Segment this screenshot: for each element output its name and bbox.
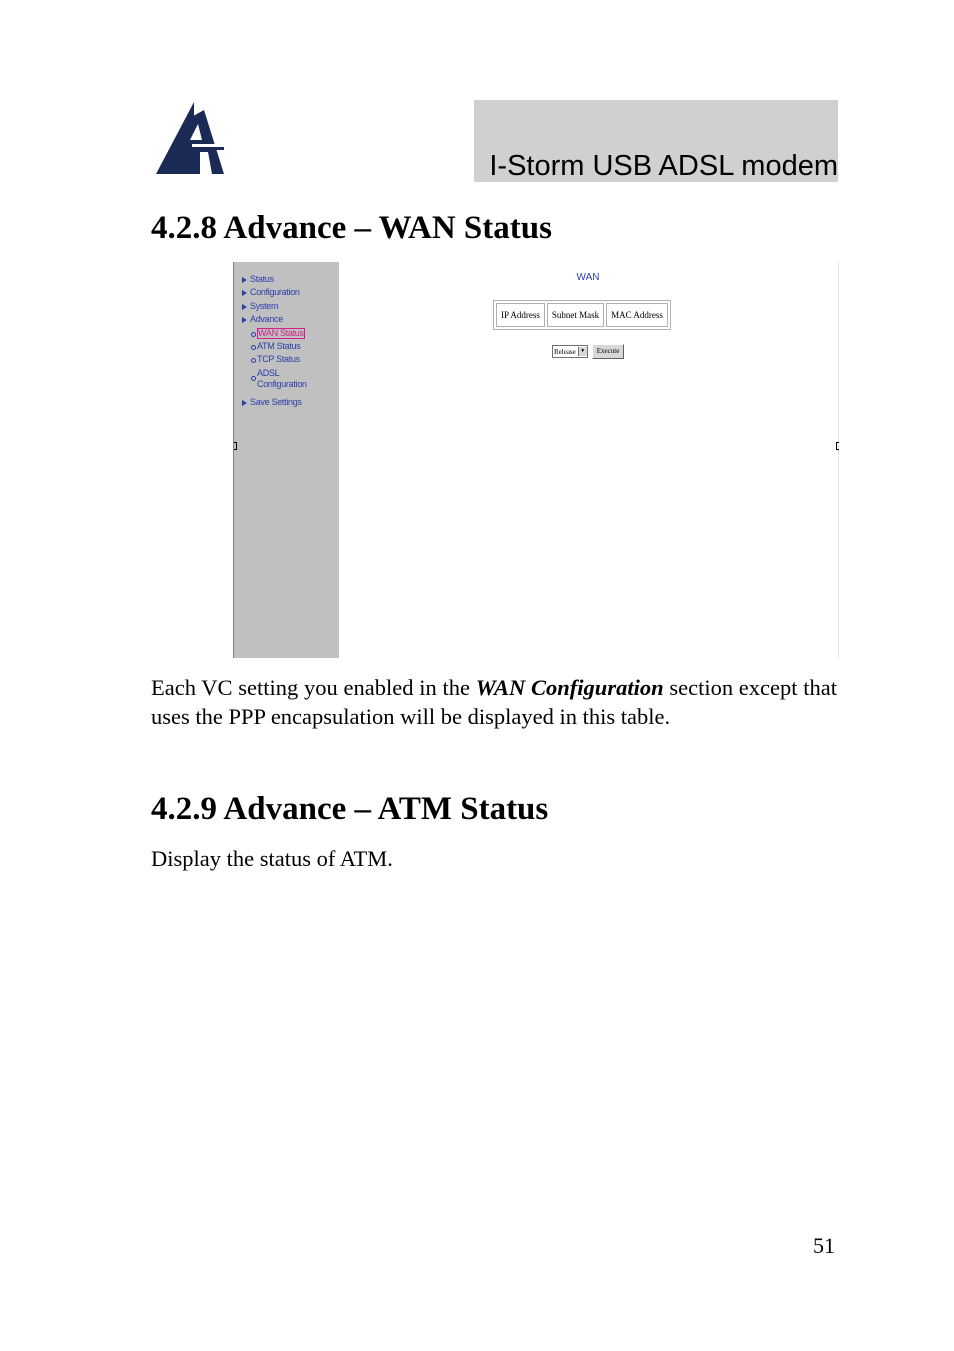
sidebar-subitem-label: ATM Status bbox=[257, 340, 301, 351]
column-header-mac-address: MAC Address bbox=[606, 303, 668, 327]
sidebar-item-label: Configuration bbox=[250, 287, 300, 298]
sidebar-subitem-adsl-configuration[interactable] bbox=[242, 368, 307, 395]
frame-edge-mark bbox=[836, 442, 839, 450]
paragraph-text-after: section except that uses the PPP encapsulation will be displayed in this table. bbox=[151, 675, 837, 729]
chevron-down-icon: ▼ bbox=[578, 347, 587, 356]
wan-status-screenshot bbox=[233, 262, 838, 658]
sidebar-subitem-label-line1: ADSL bbox=[257, 367, 280, 378]
sidebar-item-advance[interactable] bbox=[242, 314, 307, 327]
wan-controls bbox=[552, 344, 624, 359]
sidebar-item-status[interactable] bbox=[242, 274, 307, 287]
section-heading-atm-status: 4.2.9 Advance – ATM Status bbox=[151, 791, 549, 827]
circle-bullet-icon bbox=[251, 332, 256, 337]
wan-status-description bbox=[151, 674, 837, 731]
paragraph-text-before: Each VC setting you enabled in the bbox=[151, 675, 476, 700]
triangle-bullet-icon bbox=[242, 400, 247, 406]
sidebar-subitem-label bbox=[257, 368, 307, 390]
sidebar-item-label: Save Settings bbox=[250, 396, 302, 407]
header-title: I-Storm USB ADSL modem bbox=[489, 150, 838, 182]
header-box bbox=[474, 100, 838, 182]
triangle-bullet-icon bbox=[242, 277, 247, 283]
column-header-ip-address: IP Address bbox=[496, 303, 545, 327]
sidebar-subitem-wan-status[interactable] bbox=[242, 328, 307, 341]
wan-title: WAN bbox=[576, 272, 600, 283]
sidebar-item-system[interactable] bbox=[242, 301, 307, 314]
triangle-bullet-icon bbox=[242, 304, 247, 310]
triangle-bullet-icon bbox=[242, 317, 247, 323]
wan-configuration-emphasis: WAN Configuration bbox=[475, 675, 664, 700]
atlantis-logo-icon bbox=[156, 100, 226, 176]
section-heading-wan-status: 4.2.8 Advance – WAN Status bbox=[151, 210, 552, 246]
triangle-bullet-icon bbox=[242, 290, 247, 296]
circle-bullet-icon bbox=[251, 358, 256, 363]
wan-table bbox=[493, 300, 671, 330]
sidebar-item-label: Status bbox=[250, 274, 274, 284]
sidebar-item-configuration[interactable] bbox=[242, 287, 307, 300]
circle-bullet-icon bbox=[251, 345, 256, 350]
sidebar-subitem-label-line2: Configuration bbox=[257, 378, 307, 389]
sidebar-subitem-label: WAN Status bbox=[258, 327, 304, 338]
sidebar-subitem-tcp-status[interactable] bbox=[242, 354, 307, 367]
frame-resize-handle[interactable] bbox=[234, 442, 237, 450]
sidebar bbox=[233, 262, 339, 658]
sidebar-item-label: Advance bbox=[250, 314, 283, 325]
page-number: 51 bbox=[813, 1233, 835, 1258]
circle-bullet-icon bbox=[251, 376, 256, 381]
table-header-row bbox=[496, 303, 668, 327]
sidebar-nav bbox=[242, 274, 307, 410]
sidebar-subitem-label: TCP Status bbox=[257, 354, 300, 365]
sidebar-item-label: System bbox=[250, 300, 279, 311]
atm-status-description: Display the status of ATM. bbox=[151, 846, 393, 871]
sidebar-item-save-settings[interactable] bbox=[242, 397, 307, 410]
action-select-value: Release bbox=[554, 347, 576, 356]
execute-button[interactable]: Execute bbox=[592, 344, 625, 359]
action-select[interactable] bbox=[552, 345, 588, 358]
wan-content-panel bbox=[338, 262, 839, 658]
sidebar-subitem-atm-status[interactable] bbox=[242, 341, 307, 354]
column-header-subnet-mask: Subnet Mask bbox=[547, 303, 604, 327]
